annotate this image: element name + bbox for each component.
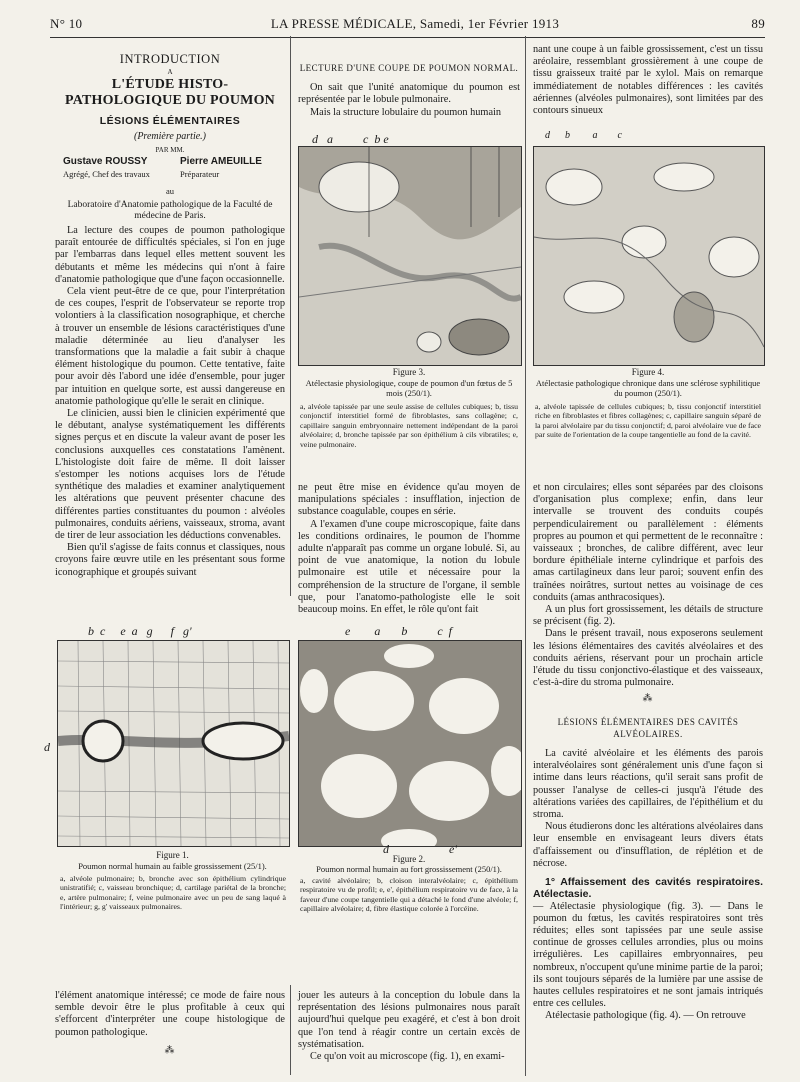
author-1: Gustave ROUSSY Agrégé, Chef des travaux bbox=[63, 156, 150, 179]
figure-4-title: Figure 4. bbox=[631, 367, 665, 377]
figure-2-legend: a, cavité alvéolaire; b, cloison interalvéolaire; c, épithélium respiratoire vu de profil; e, e', épithélium respiratoire vu de face, à la faveur d'une coupe tangentielle qui a détaché le fond d'une alvéole; f, capillaire alvéolaire; d, fibre élastique colorée à l'orcéine. bbox=[300, 876, 518, 914]
figure-3-legend: a, alvéole tapissée par une seule assise de cellules cubiques; b, tissu conjonctif interstitiel formé de fibroblastes, sans collagène; c, capillaire sanguin embryonnaire nettement indépendant de la paroi alvéolaire; d, bronche tapissée par son épithélium à cils vibratiles; e, veine pulmonaire. bbox=[300, 402, 518, 449]
figure-3-image bbox=[298, 146, 522, 366]
section-stars: ⁂ bbox=[164, 1044, 176, 1056]
header-rule bbox=[50, 37, 765, 38]
paragraph: Nous étudierons donc les altérations alvéolaires dans leur ensemble en envisageant leurs divers états d'affaissement ou d'insufflation, de réplétion et de nécrose. bbox=[533, 821, 763, 869]
article-title-block bbox=[55, 52, 285, 222]
figure-1-legend: a, alvéole pulmonaire; b, bronche avec son épithélium cylindrique unistratifié; c, vaisseau bronchique; d, cartilage pariétal de la bronche; e, artère pulmonaire; f, veine pulmonaire avec un peu de sang laqué à l'intérieur; g, g' vaisseaux pulmonaires. bbox=[60, 874, 286, 912]
column-2-top bbox=[298, 62, 520, 119]
title-a: A bbox=[167, 68, 173, 76]
article-part: (Première partie.) bbox=[133, 131, 206, 142]
column-1-body bbox=[55, 225, 285, 579]
fig4-letters: d b a c bbox=[545, 130, 622, 141]
paragraph: ne peut être mise en évidence qu'au moyen de manipulations spéciales : insufflation, injection de substance coagulable, coupes en série. bbox=[298, 482, 520, 518]
figure-1-image bbox=[57, 640, 290, 847]
paragraph: La cavité alvéolaire et les éléments des parois interalvéolaires sont généralement unis d'une façon si intime dans leurs réactions, qu'il serait sans profit de pousser l'analyse de celles-ci jusqu'à l'étude des altérations variées des capillaires, de l'épithélium et du stroma. bbox=[533, 748, 763, 821]
fig1-letters: b c e a g f g' bbox=[88, 624, 192, 638]
section-heading: LÉSIONS ÉLÉMENTAIRES DES CAVITÉS ALVÉOLAIRES. bbox=[557, 716, 739, 739]
paragraph: nant une coupe à un faible grossissement, c'est un tissu aréolaire, ressemblant grossièrement à une coupe de tissu graisseux traité par le xylol. Mais on remarque immédiatement de notables différences : les cavités aériennes (alvéoles pulmonaires), sont limitées par des contours sinueux bbox=[533, 44, 763, 117]
fig2-letters: e a b c f bbox=[345, 624, 452, 638]
par-line: PAR MM. bbox=[155, 146, 185, 154]
author-2: Pierre AMEUILLE Préparateur bbox=[180, 156, 262, 179]
paragraph: On sait que l'unité anatomique du poumon est représentée par le lobule pulmonaire. bbox=[298, 82, 520, 106]
paragraph: Atélectasie pathologique (fig. 4). — On retrouve bbox=[545, 1010, 746, 1022]
fig1-side-letter: d bbox=[44, 740, 50, 754]
figure-3-caption: Atélectasie physiologique, coupe de poumon d'un fœtus de 5 mois (250/1). bbox=[305, 378, 513, 398]
figure-4-legend: a, alvéole tapissée de cellules cubiques; b, tissu conjonctif interstitiel riche en fibroblastes et fibres collagènes; c, capillaire sanguin séparé de la paroi alvéolaire par du tissu conjonctif; d, paroi alvéolaire vue de face par suite de l'orientation de la coupe tangentielle au fond de la cavité. bbox=[535, 402, 761, 440]
paragraph: Cela vient peut-être de ce que, pour l'interprétation de ces coupes, l'esprit de l'observateur se reporte trop volontiers à la classification nosographique, et cherche à trouver un ensemble de lésions caractéristiques d'une maladie déterminée au lieu d'analyser les transformations que la maladie a fait subir à chaque élément histologique du poumon. Cette tentative, faite pour avoir dès l'abord une idée d'ensemble, pour juger par intuition en quelque sorte, est aussi dangereuse en anatomie pathologique qu'elle le serait en clinique. bbox=[55, 286, 285, 407]
column-3-top bbox=[533, 44, 763, 117]
issue-number: N° 10 bbox=[50, 16, 83, 31]
section-stars: ⁂ bbox=[642, 693, 654, 705]
paragraph: Mais la structure lobulaire du poumon humain bbox=[310, 106, 502, 118]
figure-3-title: Figure 3. bbox=[392, 367, 426, 377]
paragraph: l'élément anatomique intéressé; ce mode de faire nous semble devoir être le plus profitable à ceux qui s'efforcent d'interpréter une coupe histologique de poumon pathologique. bbox=[55, 990, 285, 1038]
journal-title: LA PRESSE MÉDICALE, Samedi, 1er Février 1913 bbox=[270, 16, 560, 31]
figure-4-image bbox=[533, 146, 765, 366]
figure-2-image bbox=[298, 640, 522, 847]
column-2-middle bbox=[298, 482, 520, 616]
column-divider-3 bbox=[290, 985, 291, 1075]
paragraph: jouer les auteurs à la conception du lobule dans la représentation des lésions pulmonaires nous paraît aujourd'hui quelque peu exagéré, et c'est à bon droit que l'on tend à réagir contre un certain excès de systématisation. bbox=[298, 990, 520, 1050]
intro-heading: INTRODUCTION bbox=[119, 52, 221, 66]
figure-2-caption: Poumon normal humain au fort grossissement (250/1). bbox=[316, 864, 502, 874]
authors bbox=[55, 156, 285, 198]
figure-1-caption: Poumon normal humain au faible grossissement (25/1). bbox=[78, 861, 267, 871]
page-number: 89 bbox=[751, 16, 765, 31]
column-2-bottom bbox=[298, 990, 520, 1063]
paragraph: A l'examen d'une coupe microscopique, faite dans les conditions ordinaires, le poumon de l'homme adulte n'apparaît pas comme un organe lobulé. Si, au point de vue anatomique, la notion du lobule pulmonaire est utile et nécessaire pour la compréhension de la structure de l'organe, il semble que, pour l'anatomo-pathologiste elle le soit beaucoup moins. En effet, le rôle qu'ont fait bbox=[298, 518, 520, 616]
column-1-bottom bbox=[55, 990, 285, 1057]
paragraph: La lecture des coupes de poumon pathologique paraît entourée de difficultés spéciales, si l'on en juge par l'embarras dans lequel elles mettent souvent les débutants et même les médecins qui n'ont à faire d'anatomie pathologique que d'une façon occasionnelle. bbox=[55, 225, 285, 285]
page-header bbox=[50, 16, 765, 34]
figure-1-title: Figure 1. bbox=[156, 850, 189, 860]
paragraph: et non circulaires; elles sont séparées par des cloisons d'organisation plus complexe; enfin, dans leur intervalle se trouvent des conduits coupés perpendiculairement ou parallèlement : éléments propres au poumon et qui permettent de le reconnaître : vaisseaux ; bronches, de calibre différent, avec leur bordure épithéliale interne cylindrique et parfois des amas cartilagineux dans leur paroi; souvent enfin des traînées noirâtres, surtout nettes au voisinage de ces conduits (amas anthracosiques). bbox=[533, 482, 763, 603]
column-3-body bbox=[533, 482, 763, 1023]
section-heading: LECTURE D'UNE COUPE DE POUMON NORMAL. bbox=[299, 63, 519, 73]
paragraph: — Atélectasie physiologique (fig. 3). — Dans le poumon du fœtus, les cavités respiratoires sont très réduites; elles sont tapissées par une seule assise continue de grosses cellules arrondies, plus ou moins irrégulières. Les capillaires embryonnaires, peu nombreux, n'occupent qu'une minime partie de la paroi; ils sont toujours séparés de la lumière par une assise de hautes cellules respiratoires et ne sont jamais intriqués entre ces cellules. bbox=[533, 900, 763, 1010]
paragraph: Bien qu'il s'agisse de faits connus et classiques, nous croyons faire œuvre utile en les présentant sous forme iconographique et groupés suivant bbox=[55, 542, 285, 578]
paragraph: Ce qu'on voit au microscope (fig. 1), en exami- bbox=[310, 1051, 505, 1063]
column-divider-2 bbox=[525, 36, 526, 1076]
laboratory: Laboratoire d'Anatomie pathologique de la Faculté de médecine de Paris. bbox=[67, 200, 273, 221]
paragraph: A un plus fort grossissement, les détails de structure se précisent (fig. 2). bbox=[533, 604, 763, 628]
figure-4-caption: Atélectasie pathologique chronique dans une sclérose syphilitique du poumon (250/1). bbox=[535, 378, 761, 398]
au-line: au bbox=[165, 186, 175, 196]
article-title: L'ÉTUDE HISTO-PATHOLOGIQUE DU POUMON bbox=[65, 77, 275, 108]
fig3-letters: d a c b e bbox=[312, 132, 389, 146]
fig2-bottom-letters: d e' bbox=[383, 842, 457, 856]
subheading: 1° Affaissement des cavités respiratoires. Atélectasie. bbox=[533, 876, 763, 901]
paragraph: Le clinicien, aussi bien le clinicien expérimenté que le débutant, analyse systématiquement les différents signes perçus et en discute la valeur avant de poser les conclusions auxquelles ces constatations l'amènent. L'histologiste doit faire de même. Il doit laisser s'estomper les notions acquises lors de l'étude synthétique des maladies et examiner analytiquement les altérations que peuvent présenter chacune des différentes parties constituantes du poumon : alvéoles pulmonaires, conduits aériens, vaisseaux, stroma, avant de tirer de leur association les déductions convenables. bbox=[55, 408, 285, 542]
figure-2-title: Figure 2. bbox=[392, 854, 426, 864]
article-subtitle: LÉSIONS ÉLÉMENTAIRES bbox=[99, 115, 241, 127]
paragraph: Dans le présent travail, nous exposerons seulement les lésions élémentaires des cavités alvéolaires et des conduits aériens, réservant pour un prochain article l'étude du tissu conjonctivo-élastique et des vaisseaux, c'est-à-dire du stroma pulmonaire. bbox=[533, 628, 763, 689]
column-divider-1 bbox=[290, 36, 291, 596]
